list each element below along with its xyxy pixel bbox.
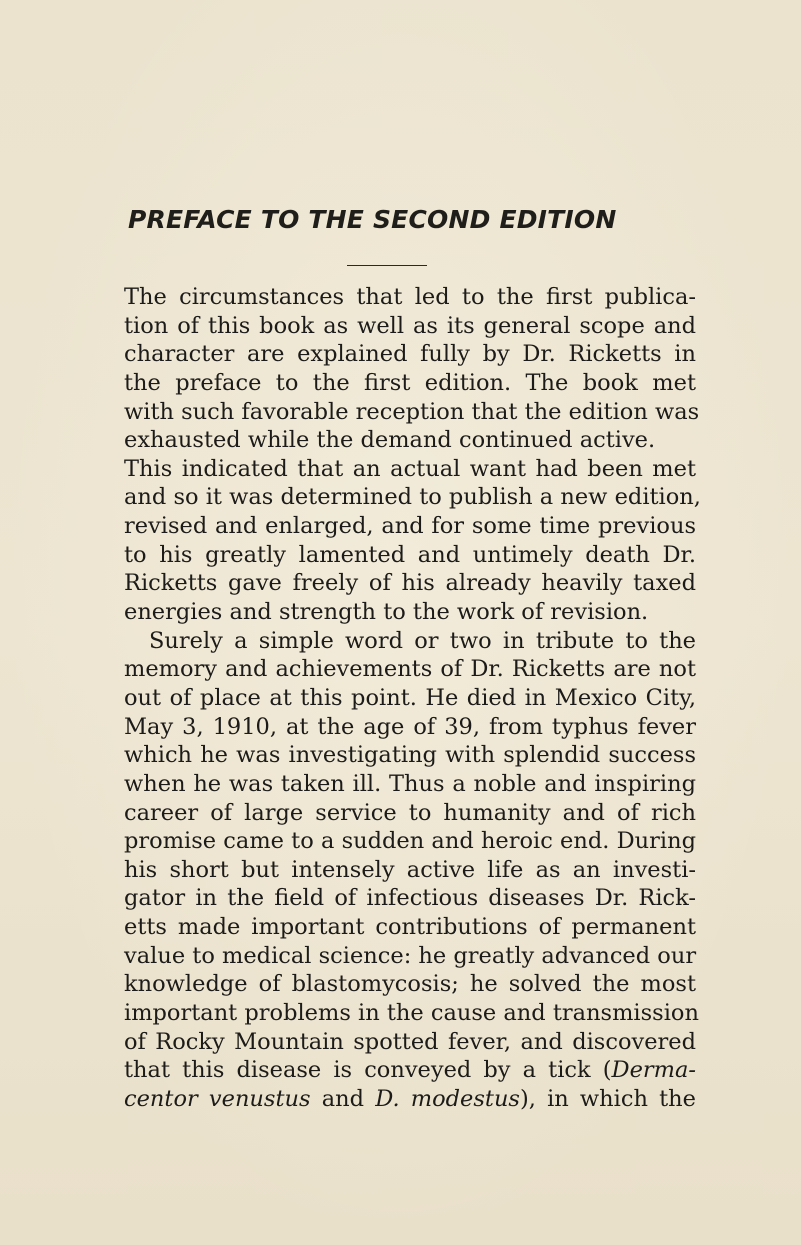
text-line	[124, 1056, 696, 1085]
text-line: May 3, 1910, at the age of 39, from typhus fever	[124, 713, 696, 740]
text-segment: and	[310, 1085, 376, 1112]
text-line: Ricketts gave freely of his already heavily taxed	[124, 570, 696, 597]
text-segment: ), in which the	[519, 1085, 696, 1112]
text-line: to his greatly lamented and untimely death Dr.	[124, 541, 696, 568]
text-line: memory and achievements of Dr. Ricketts are not	[124, 656, 696, 683]
text-line: and so it was determined to publish a new edition,	[124, 484, 701, 511]
text-line: with such favorable reception that the edition was	[124, 398, 700, 425]
text-line: etts made important contributions of permanent	[124, 914, 696, 941]
italic-term: centor venustus	[124, 1085, 311, 1112]
text-line	[124, 1085, 696, 1114]
italic-term: Derma-	[611, 1057, 696, 1084]
text-line: Surely a simple word or two in tribute to the	[149, 627, 696, 654]
text-line: out of place at this point. He died in Mexico City,	[124, 684, 696, 711]
italic-term: D. modestus	[375, 1085, 520, 1112]
page-title: PREFACE TO THE SECOND EDITION	[128, 205, 617, 234]
title-rule	[347, 265, 427, 266]
preface-text	[124, 283, 701, 1114]
text-line: his short but intensely active life as an investi-	[124, 856, 696, 883]
text-line: which he was investigating with splendid success	[124, 742, 696, 769]
text-line: career of large service to humanity and of rich	[124, 799, 696, 826]
text-line: The circumstances that led to the first publica-	[124, 284, 696, 310]
text-line: gator in the field of infectious diseases Dr. Rick-	[124, 885, 696, 912]
text-line: promise came to a sudden and heroic end. During	[124, 828, 696, 855]
text-line: This indicated that an actual want had been met	[124, 455, 696, 482]
text-line: character are explained fully by Dr. Ricketts in	[124, 341, 696, 368]
text-line: when he was taken ill. Thus a noble and inspiring	[124, 770, 696, 797]
text-line: important problems in the cause and transmission	[124, 1000, 699, 1027]
text-line: revised and enlarged, and for some time previous	[124, 513, 696, 540]
text-line: knowledge of blastomycosis; he solved the most	[124, 971, 696, 998]
text-line: of Rocky Mountain spotted fever, and discovered	[124, 1028, 696, 1055]
text-line: the preface to the first edition. The book met	[124, 369, 696, 396]
text-line: energies and strength to the work of revision.	[124, 599, 649, 626]
text-segment: that this disease is conveyed by a tick (	[124, 1057, 612, 1084]
text-line: tion of this book as well as its general scope and	[124, 312, 696, 339]
text-line: exhausted while the demand continued active.	[124, 427, 656, 454]
text-line: value to medical science: he greatly advanced our	[124, 942, 697, 969]
